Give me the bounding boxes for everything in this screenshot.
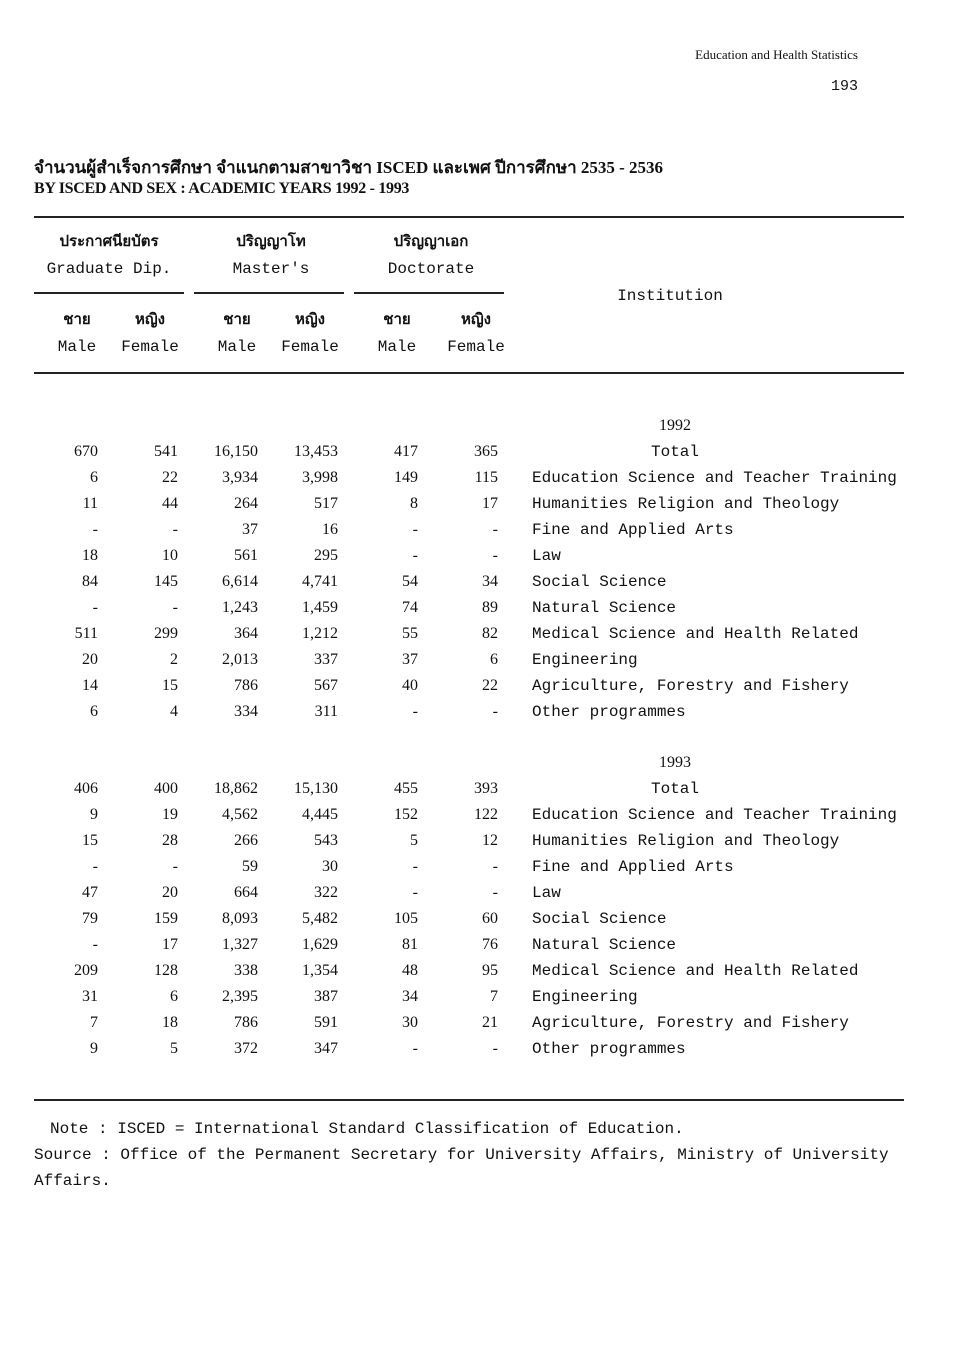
cell-doctorate-male: 54 [402, 573, 418, 590]
cell-graddip-female: 15 [162, 677, 178, 694]
cell-institution: Medical Science and Health Related [532, 962, 859, 980]
cell-graddip-male: 6 [90, 469, 98, 486]
note-text: Note : ISCED = International Standard Classification of Education. [50, 1120, 684, 1138]
column-group-english-label: Master's [232, 260, 310, 278]
cell-masters-male: 786 [234, 1014, 258, 1031]
cell-doctorate-male: - [412, 1040, 418, 1057]
subheader-thai-label: ชาย [383, 312, 411, 329]
cell-doctorate-male: - [412, 521, 418, 538]
column-group-thai-label: ปริญญาโท [236, 234, 306, 251]
cell-masters-female: 567 [314, 677, 338, 694]
cell-institution: Total [650, 780, 699, 798]
cell-institution: Total [650, 443, 699, 461]
subheader-english-label: Female [121, 338, 179, 356]
cell-graddip-male: 14 [82, 677, 98, 694]
cell-doctorate-female: 34 [482, 573, 498, 590]
cell-doctorate-male: 8 [410, 495, 418, 512]
group-underline-masters [194, 292, 344, 294]
cell-doctorate-male: 81 [402, 936, 418, 953]
cell-masters-female: 3,998 [302, 469, 338, 486]
cell-masters-female: 591 [314, 1014, 338, 1031]
cell-institution: Agriculture, Forestry and Fishery [532, 677, 849, 695]
cell-doctorate-female: - [492, 858, 498, 875]
subheader-english-label: Female [447, 338, 505, 356]
cell-graddip-male: 11 [82, 495, 98, 512]
cell-masters-female: 1,629 [302, 936, 338, 953]
cell-doctorate-female: 6 [490, 651, 498, 668]
cell-institution: Medical Science and Health Related [532, 625, 859, 643]
cell-graddip-female: 18 [162, 1014, 178, 1031]
column-group-thai-label: ประกาศนียบัตร [59, 234, 159, 251]
column-group-graduate-dip [34, 230, 184, 282]
cell-graddip-male: - [92, 599, 98, 616]
cell-masters-female: 387 [314, 988, 338, 1005]
cell-masters-female: 347 [314, 1040, 338, 1057]
cell-doctorate-female: - [492, 1040, 498, 1057]
cell-graddip-female: 44 [162, 495, 178, 512]
cell-graddip-female: 299 [154, 625, 178, 642]
cell-masters-male: 561 [234, 547, 258, 564]
cell-institution: Law [532, 547, 561, 565]
cell-doctorate-male: - [412, 547, 418, 564]
cell-graddip-female: 10 [162, 547, 178, 564]
cell-institution: Education Science and Teacher Training [532, 469, 897, 487]
section-year-label: 1992 [659, 417, 691, 434]
cell-doctorate-female: 7 [490, 988, 498, 1005]
cell-doctorate-male: 55 [402, 625, 418, 642]
cell-doctorate-male: - [412, 884, 418, 901]
cell-masters-male: 37 [242, 521, 258, 538]
cell-doctorate-female: - [492, 884, 498, 901]
cell-doctorate-female: 17 [482, 495, 498, 512]
cell-masters-female: 517 [314, 495, 338, 512]
cell-graddip-female: 5 [170, 1040, 178, 1057]
cell-doctorate-male: 48 [402, 962, 418, 979]
cell-doctorate-female: 365 [474, 443, 498, 460]
page-number: 193 [830, 78, 858, 95]
cell-graddip-female: 541 [154, 443, 178, 460]
cell-graddip-male: 209 [74, 962, 98, 979]
subheader-thai-label: ชาย [63, 312, 91, 329]
subheader-female [278, 308, 342, 360]
cell-graddip-female: - [172, 858, 178, 875]
subheader-thai-label: ชาย [223, 312, 251, 329]
cell-graddip-male: 6 [90, 703, 98, 720]
cell-graddip-male: - [92, 521, 98, 538]
cell-masters-male: 6,614 [222, 573, 258, 590]
cell-institution: Other programmes [532, 703, 686, 721]
cell-masters-female: 543 [314, 832, 338, 849]
table-title-thai: จำนวนผู้สำเร็จการศึกษา จำแนกตามสาขาวิชา ISCED และเพศ ปีการศึกษา 2535 - 2536 [34, 158, 664, 177]
cell-graddip-female: - [172, 521, 178, 538]
cell-masters-male: 664 [234, 884, 258, 901]
cell-masters-female: 4,741 [302, 573, 338, 590]
cell-doctorate-female: 115 [474, 469, 498, 486]
column-group-doctorate [356, 230, 506, 282]
cell-institution: Law [532, 884, 561, 902]
group-underline-doctorate [354, 292, 504, 294]
group-underline-graduate-dip [34, 292, 184, 294]
cell-masters-male: 372 [234, 1040, 258, 1057]
cell-graddip-female: 4 [170, 703, 178, 720]
cell-doctorate-female: 393 [474, 780, 498, 797]
cell-doctorate-female: - [492, 703, 498, 720]
subheader-thai-label: หญิง [135, 312, 165, 329]
cell-institution: Social Science [532, 910, 667, 928]
cell-graddip-male: 15 [82, 832, 98, 849]
cell-doctorate-female: 76 [482, 936, 498, 953]
subheader-english-label: Female [281, 338, 339, 356]
subheader-english-label: Male [377, 338, 417, 356]
subheader-english-label: Male [217, 338, 257, 356]
table-bottom-rule [34, 1099, 904, 1101]
cell-doctorate-female: 22 [482, 677, 498, 694]
cell-institution: Natural Science [532, 599, 677, 617]
cell-graddip-female: 2 [170, 651, 178, 668]
cell-masters-male: 16,150 [214, 443, 258, 460]
cell-graddip-male: 7 [90, 1014, 98, 1031]
subheader-male [52, 308, 102, 360]
cell-doctorate-male: 74 [402, 599, 418, 616]
column-group-english-label: Doctorate [387, 260, 475, 278]
cell-doctorate-male: 152 [394, 806, 418, 823]
subheader-female [118, 308, 182, 360]
cell-masters-female: 311 [314, 703, 338, 720]
cell-institution: Fine and Applied Arts [532, 858, 734, 876]
cell-graddip-female: 145 [154, 573, 178, 590]
header-bottom-rule [34, 372, 904, 374]
running-header: Education and Health Statistics [695, 47, 858, 62]
cell-graddip-female: - [172, 599, 178, 616]
institution-header: Institution [617, 287, 723, 305]
cell-graddip-female: 28 [162, 832, 178, 849]
cell-institution: Agriculture, Forestry and Fishery [532, 1014, 849, 1032]
cell-masters-female: 30 [322, 858, 338, 875]
header-top-rule [34, 216, 904, 218]
cell-graddip-male: 18 [82, 547, 98, 564]
cell-institution: Education Science and Teacher Training [532, 806, 897, 824]
cell-doctorate-female: 89 [482, 599, 498, 616]
cell-masters-male: 2,395 [222, 988, 258, 1005]
footnotes [34, 1116, 966, 1194]
cell-graddip-male: - [92, 858, 98, 875]
cell-doctorate-male: 455 [394, 780, 418, 797]
cell-masters-male: 59 [242, 858, 258, 875]
subheader-male [212, 308, 262, 360]
cell-graddip-female: 6 [170, 988, 178, 1005]
column-group-thai-label: ปริญญาเอก [393, 234, 469, 251]
cell-graddip-male: 406 [74, 780, 98, 797]
cell-graddip-male: - [92, 936, 98, 953]
cell-doctorate-male: 105 [394, 910, 418, 927]
cell-institution: Humanities Religion and Theology [532, 495, 840, 513]
cell-masters-male: 8,093 [222, 910, 258, 927]
subheader-english-label: Male [57, 338, 97, 356]
cell-masters-male: 334 [234, 703, 258, 720]
cell-masters-male: 2,013 [222, 651, 258, 668]
cell-doctorate-female: 12 [482, 832, 498, 849]
cell-graddip-male: 670 [74, 443, 98, 460]
cell-institution: Natural Science [532, 936, 677, 954]
cell-graddip-male: 20 [82, 651, 98, 668]
cell-masters-male: 1,327 [222, 936, 258, 953]
cell-institution: Engineering [532, 988, 638, 1006]
cell-doctorate-female: 95 [482, 962, 498, 979]
cell-masters-female: 295 [314, 547, 338, 564]
cell-masters-female: 337 [314, 651, 338, 668]
cell-masters-female: 1,459 [302, 599, 338, 616]
cell-doctorate-male: - [412, 703, 418, 720]
cell-graddip-male: 9 [90, 806, 98, 823]
cell-doctorate-male: 37 [402, 651, 418, 668]
cell-doctorate-female: 21 [482, 1014, 498, 1031]
cell-masters-female: 1,212 [302, 625, 338, 642]
cell-masters-female: 1,354 [302, 962, 338, 979]
subheader-female [444, 308, 508, 360]
cell-institution: Humanities Religion and Theology [532, 832, 840, 850]
cell-masters-female: 5,482 [302, 910, 338, 927]
cell-institution: Engineering [532, 651, 638, 669]
cell-graddip-male: 511 [74, 625, 98, 642]
cell-graddip-male: 79 [82, 910, 98, 927]
cell-doctorate-male: 5 [410, 832, 418, 849]
cell-graddip-male: 84 [82, 573, 98, 590]
table-title-english: BY ISCED AND SEX : ACADEMIC YEARS 1992 - 1993 [34, 180, 410, 197]
section-year-label: 1993 [659, 754, 691, 771]
cell-doctorate-male: 149 [394, 469, 418, 486]
cell-doctorate-female: 60 [482, 910, 498, 927]
cell-masters-male: 1,243 [222, 599, 258, 616]
cell-graddip-female: 128 [154, 962, 178, 979]
source-text: Source : Office of the Permanent Secretary for University Affairs, Ministry of University Affairs. [34, 1146, 889, 1190]
cell-masters-male: 266 [234, 832, 258, 849]
subheader-thai-label: หญิง [461, 312, 491, 329]
cell-doctorate-male: - [412, 858, 418, 875]
cell-masters-male: 338 [234, 962, 258, 979]
cell-masters-male: 3,934 [222, 469, 258, 486]
cell-graddip-female: 400 [154, 780, 178, 797]
cell-graddip-female: 159 [154, 910, 178, 927]
cell-doctorate-female: - [492, 547, 498, 564]
cell-masters-male: 364 [234, 625, 258, 642]
cell-graddip-male: 9 [90, 1040, 98, 1057]
subheader-male [372, 308, 422, 360]
column-group-masters [196, 230, 346, 282]
column-group-english-label: Graduate Dip. [46, 260, 172, 278]
cell-masters-male: 786 [234, 677, 258, 694]
cell-graddip-female: 20 [162, 884, 178, 901]
cell-masters-female: 13,453 [294, 443, 338, 460]
cell-graddip-female: 22 [162, 469, 178, 486]
subheader-thai-label: หญิง [295, 312, 325, 329]
cell-masters-female: 15,130 [294, 780, 338, 797]
cell-doctorate-male: 417 [394, 443, 418, 460]
cell-graddip-male: 31 [82, 988, 98, 1005]
cell-graddip-male: 47 [82, 884, 98, 901]
cell-masters-female: 4,445 [302, 806, 338, 823]
cell-graddip-female: 19 [162, 806, 178, 823]
cell-masters-male: 264 [234, 495, 258, 512]
cell-doctorate-male: 30 [402, 1014, 418, 1031]
cell-institution: Social Science [532, 573, 667, 591]
cell-doctorate-female: 82 [482, 625, 498, 642]
cell-doctorate-female: 122 [474, 806, 498, 823]
cell-institution: Fine and Applied Arts [532, 521, 734, 539]
cell-graddip-female: 17 [162, 936, 178, 953]
cell-institution: Other programmes [532, 1040, 686, 1058]
cell-doctorate-male: 34 [402, 988, 418, 1005]
cell-doctorate-female: - [492, 521, 498, 538]
cell-masters-male: 4,562 [222, 806, 258, 823]
cell-masters-female: 16 [322, 521, 338, 538]
cell-masters-female: 322 [314, 884, 338, 901]
cell-doctorate-male: 40 [402, 677, 418, 694]
cell-masters-male: 18,862 [214, 780, 258, 797]
